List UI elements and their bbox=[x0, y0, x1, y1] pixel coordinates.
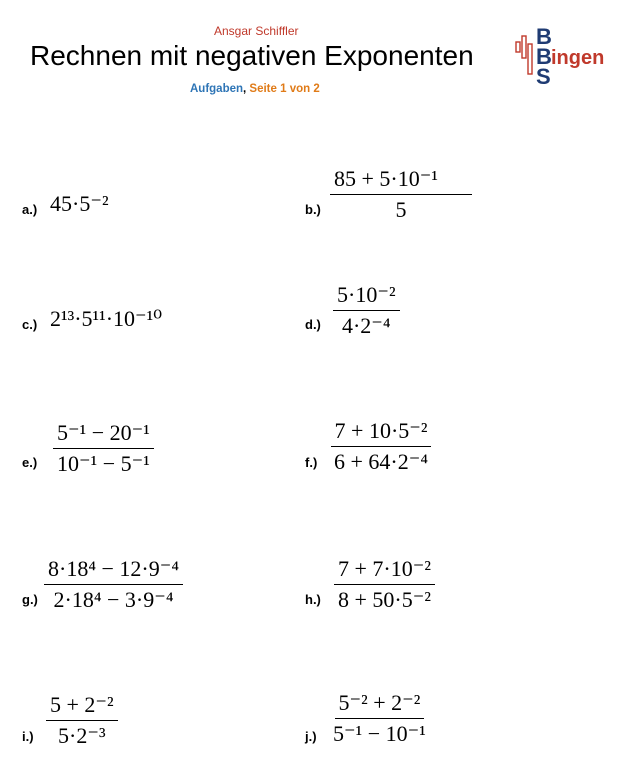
logo-letter-b1: B bbox=[536, 24, 552, 49]
subtitle-page: Seite 1 von 2 bbox=[249, 83, 320, 95]
task-label-f: f.) bbox=[305, 455, 318, 470]
page-title: Rechnen mit negativen Exponenten bbox=[30, 40, 474, 71]
task-label-g: g.) bbox=[22, 592, 38, 607]
task-f-fraction bbox=[330, 420, 432, 473]
task-label-j: j.) bbox=[305, 729, 317, 744]
task-j-numerator: 5⁻² + 2⁻² bbox=[335, 692, 425, 719]
task-e-numerator: 5⁻¹ − 20⁻¹ bbox=[53, 422, 154, 449]
task-f-numerator: 7 + 10·5⁻² bbox=[331, 420, 432, 447]
bbs-bingen-logo bbox=[514, 24, 624, 86]
task-g-fraction bbox=[44, 558, 183, 611]
task-e-denominator: 10⁻¹ − 5⁻¹ bbox=[57, 451, 150, 476]
task-label-d: d.) bbox=[305, 317, 321, 332]
task-d-numerator: 5·10⁻² bbox=[333, 284, 400, 311]
task-g-denominator: 2·18⁴ − 3·9⁻⁴ bbox=[53, 587, 174, 612]
task-b-fraction bbox=[330, 168, 472, 221]
task-d-fraction bbox=[333, 284, 400, 337]
task-a-expression: 45·5⁻² bbox=[50, 191, 109, 216]
task-b-denominator: 5 bbox=[395, 197, 407, 222]
task-h-fraction bbox=[334, 558, 435, 611]
task-h-denominator: 8 + 50·5⁻² bbox=[338, 587, 431, 612]
task-label-b: b.) bbox=[305, 202, 321, 217]
task-i-numerator: 5 + 2⁻² bbox=[46, 694, 118, 721]
task-label-a: a.) bbox=[22, 202, 38, 217]
author-name: Ansgar Schiffler bbox=[214, 24, 299, 38]
task-f-denominator: 6 + 64·2⁻⁴ bbox=[334, 449, 429, 474]
task-label-c: c.) bbox=[22, 317, 38, 332]
task-label-e: e.) bbox=[22, 455, 38, 470]
task-i-fraction bbox=[46, 694, 118, 747]
task-b-numerator: 85 + 5·10⁻¹ bbox=[330, 168, 472, 195]
task-h-numerator: 7 + 7·10⁻² bbox=[334, 558, 435, 585]
task-j-denominator: 5⁻¹ − 10⁻¹ bbox=[333, 721, 426, 746]
logo-word: ingen bbox=[551, 47, 605, 69]
logo-letter-b2: B bbox=[536, 44, 552, 69]
task-j-fraction bbox=[329, 692, 430, 745]
task-i-denominator: 5·2⁻³ bbox=[58, 723, 106, 748]
task-e-fraction bbox=[53, 422, 154, 475]
logo-letter-s: S bbox=[536, 64, 551, 86]
task-label-h: h.) bbox=[305, 592, 321, 607]
page-subtitle bbox=[190, 83, 320, 95]
task-d-denominator: 4·2⁻⁴ bbox=[341, 313, 391, 338]
task-c-expression: 2¹³·5¹¹·10⁻¹⁰ bbox=[50, 306, 163, 331]
task-g-numerator: 8·18⁴ − 12·9⁻⁴ bbox=[44, 558, 183, 585]
subtitle-tasks: Aufgaben bbox=[190, 83, 244, 95]
task-label-i: i.) bbox=[22, 729, 34, 744]
subtitle-separator: , bbox=[243, 83, 250, 95]
